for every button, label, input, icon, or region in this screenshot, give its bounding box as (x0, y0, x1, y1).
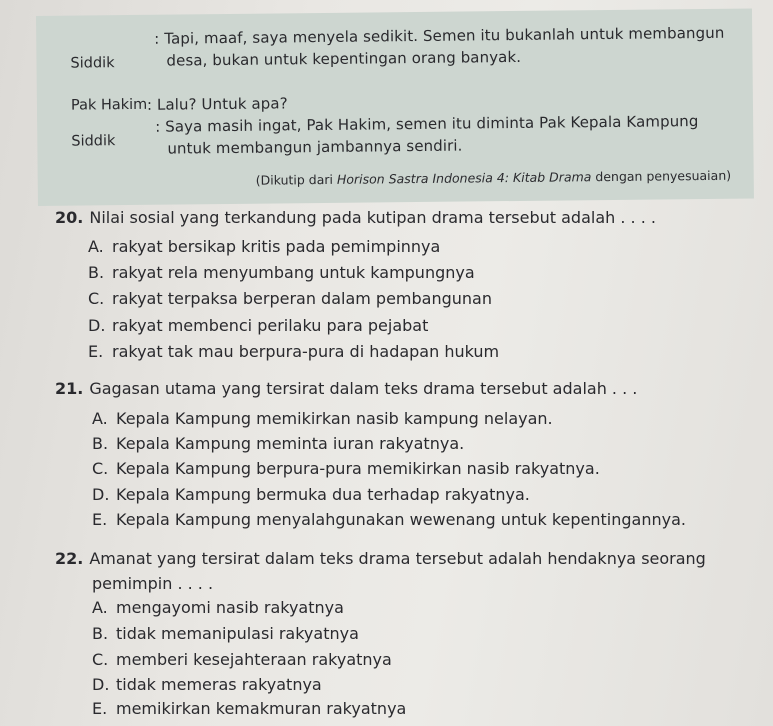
option-text: rakyat rela menyumbang untuk kampungnya (112, 263, 475, 282)
citation (256, 168, 732, 188)
dialogue-line: untuk membangun jambannya sendiri. (167, 136, 463, 158)
option-letter: A. (92, 409, 108, 428)
option-text: tidak memeras rakyatnya (116, 675, 322, 694)
option-text: Kepala Kampung memikirkan nasib kampung nelayan. (116, 409, 553, 428)
option-text: tidak memanipulasi rakyatnya (116, 624, 359, 643)
option-letter: C. (88, 289, 105, 308)
option-21-b[interactable] (92, 434, 464, 453)
option-text: rakyat tak mau berpura-pura di hadapan hukum (112, 342, 500, 361)
question-22 (55, 549, 706, 568)
question-22-continued: pemimpin . . . . (92, 574, 214, 593)
option-letter: E. (88, 342, 104, 361)
question-number: 20. (55, 208, 84, 227)
question-text: Gagasan utama yang tersirat dalam teks drama tersebut adalah . . . (89, 379, 638, 398)
option-text: rakyat bersikap kritis pada pemimpinnya (112, 237, 441, 256)
option-letter: E. (92, 699, 108, 718)
option-text: memikirkan kemakmuran rakyatnya (116, 699, 407, 718)
option-text: mengayomi nasib rakyatnya (116, 598, 344, 617)
option-22-b[interactable] (92, 624, 359, 643)
option-20-b[interactable] (88, 263, 475, 282)
question-20 (55, 208, 656, 227)
option-21-a[interactable] (92, 409, 553, 428)
option-20-e[interactable] (88, 342, 499, 361)
option-21-d[interactable] (92, 485, 530, 504)
option-21-c[interactable] (92, 459, 600, 478)
speaker-siddik: Siddik (71, 133, 116, 150)
dialogue-line: : Tapi, maaf, saya menyela sedikit. Semen itu bukanlah untuk membangun (154, 23, 725, 48)
option-22-e[interactable] (92, 699, 406, 718)
dialogue-line: desa, bukan untuk kepentingan orang banyak. (166, 47, 522, 70)
option-letter: E. (92, 510, 108, 529)
drama-excerpt-box (36, 9, 754, 206)
option-20-d[interactable] (88, 316, 428, 335)
option-22-c[interactable] (92, 650, 392, 669)
option-letter: D. (92, 675, 110, 694)
option-text: Kepala Kampung menyalahgunakan wewenang untuk kepentingannya. (116, 510, 686, 529)
option-letter: D. (92, 485, 110, 504)
option-letter: B. (92, 624, 109, 643)
option-text: Kepala Kampung meminta iuran rakyatnya. (116, 434, 465, 453)
option-22-a[interactable] (92, 598, 344, 617)
citation-source: Horison Sastra Indonesia 4: Kitab Drama (336, 169, 592, 187)
option-letter: A. (92, 598, 108, 617)
question-number: 21. (55, 379, 84, 398)
citation-suffix: dengan penyesuaian) (591, 167, 732, 185)
question-text: Amanat yang tersirat dalam teks drama tersebut adalah hendaknya seorang (89, 549, 706, 568)
option-letter: B. (88, 263, 105, 282)
option-letter: B. (92, 434, 109, 453)
speaker-siddik: Siddik (70, 55, 115, 72)
dialogue-line: : Saya masih ingat, Pak Hakim, semen itu diminta Pak Kepala Kampung (155, 112, 699, 136)
option-21-e[interactable] (92, 510, 686, 529)
speaker-pak-hakim: Pak Hakim (70, 96, 148, 114)
option-22-d[interactable] (92, 675, 322, 694)
option-letter: C. (92, 459, 109, 478)
option-20-c[interactable] (88, 289, 492, 308)
option-letter: D. (88, 316, 106, 335)
option-text: rakyat terpaksa berperan dalam pembangunan (112, 289, 492, 308)
option-text: memberi kesejahteraan rakyatnya (116, 650, 392, 669)
option-text: rakyat membenci perilaku para pejabat (112, 316, 429, 335)
option-20-a[interactable] (88, 237, 440, 256)
question-number: 22. (55, 549, 84, 568)
question-21 (55, 379, 637, 398)
dialogue-line: : Lalu? Untuk apa? (146, 94, 288, 114)
option-letter: C. (92, 650, 109, 669)
question-text: Nilai sosial yang terkandung pada kutipan drama tersebut adalah . . . . (89, 208, 656, 227)
option-letter: A. (88, 237, 104, 256)
option-text: Kepala Kampung berpura-pura memikirkan nasib rakyatnya. (116, 459, 600, 478)
citation-prefix: (Dikutip dari (255, 171, 338, 188)
option-text: Kepala Kampung bermuka dua terhadap rakyatnya. (116, 485, 530, 504)
